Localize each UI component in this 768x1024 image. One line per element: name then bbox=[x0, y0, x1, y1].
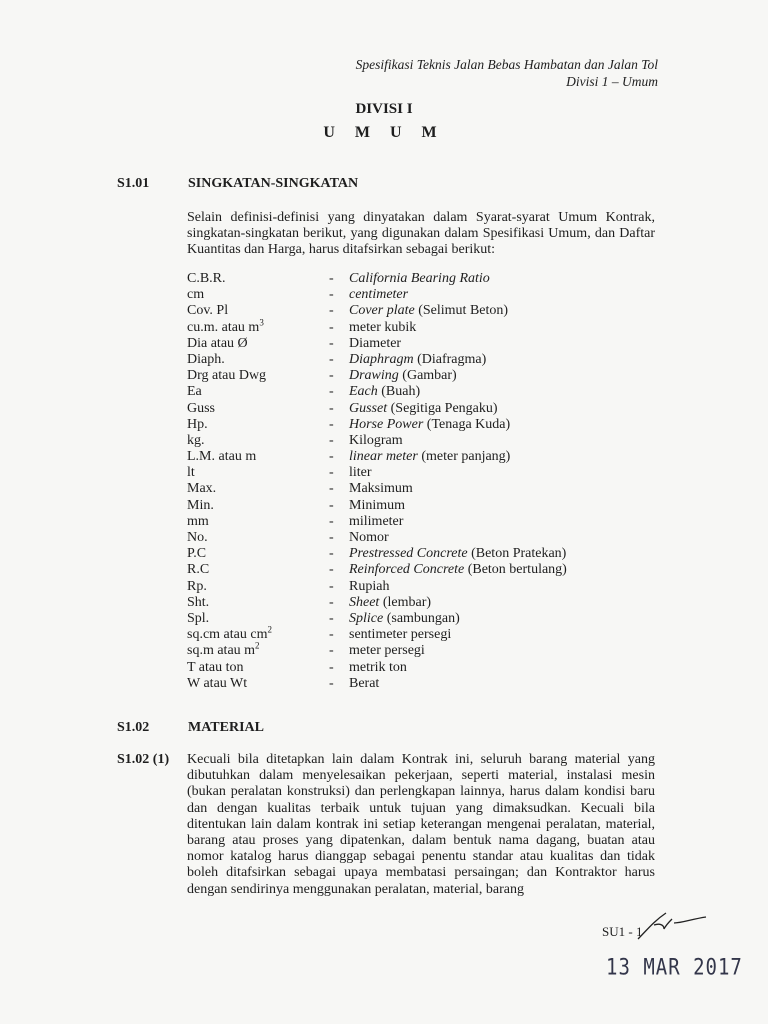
abbreviation-term: mm bbox=[187, 513, 209, 529]
meaning-term-normal: Kilogram bbox=[349, 432, 403, 448]
unit-superscript: 2 bbox=[255, 640, 260, 651]
abbreviation-row bbox=[187, 401, 607, 417]
abbreviation-meaning bbox=[349, 660, 407, 676]
abbreviation-dash: - bbox=[329, 675, 334, 691]
meaning-term-normal: (Beton bertulang) bbox=[464, 562, 567, 578]
section-title-s101: SINGKATAN-SINGKATAN bbox=[188, 176, 359, 191]
meaning-term-normal: Maksimum bbox=[349, 481, 413, 497]
abbreviation-dash: - bbox=[329, 384, 334, 400]
meaning-term-italic: Diaphragm bbox=[349, 351, 414, 367]
abbreviation-term: Min. bbox=[187, 497, 214, 513]
unit-superscript: 3 bbox=[259, 316, 264, 327]
meaning-term-normal: (Selimut Beton) bbox=[414, 303, 509, 319]
abbreviation-term: lt bbox=[187, 465, 195, 481]
abbreviation-dash: - bbox=[329, 335, 334, 351]
abbreviation-term: W atau Wt bbox=[187, 675, 248, 691]
abbreviation-row bbox=[187, 417, 607, 433]
abbreviation-dash: - bbox=[329, 562, 334, 578]
meaning-term-italic: Drawing bbox=[349, 368, 399, 384]
abbreviation-meaning bbox=[349, 465, 372, 481]
meaning-term-normal: (Buah) bbox=[377, 384, 421, 400]
abbreviation-meaning bbox=[349, 303, 508, 319]
abbreviation-meaning bbox=[349, 676, 379, 692]
meaning-term-italic: Gusset bbox=[349, 400, 388, 416]
meaning-term-italic: linear meter bbox=[349, 449, 418, 465]
abbreviation-term: kg. bbox=[187, 432, 205, 448]
abbreviation-meaning bbox=[349, 514, 403, 530]
meaning-term-normal: (meter panjang) bbox=[417, 449, 511, 465]
abbreviation-term: T atau ton bbox=[187, 659, 244, 675]
meaning-term-normal: Diameter bbox=[349, 335, 402, 351]
meaning-term-italic: Horse Power bbox=[349, 416, 424, 432]
abbreviation-row bbox=[187, 546, 607, 562]
section-title-s102: MATERIAL bbox=[188, 720, 264, 735]
abbreviation-meaning bbox=[349, 271, 490, 287]
abbreviation-dash: - bbox=[329, 368, 334, 384]
material-paragraph: Kecuali bila ditetapkan lain dalam Kontrak ini, seluruh barang material yang dibutuhkan dalam menyelesaikan pekerjaan, seperti material, instalasi mesin (bukan peralatan konstruksi) dan perlengkapan lainnya, harus dalam kondisi baru dan dengan kualitas terbaik untuk tujuan yang dimaksudkan. Kecuali bila ditentukan lain dalam kontrak ini setiap keterangan mengenai peralatan, material, barang atau proses yang dipatenkan, dalam bentuk nama dagang, buatan atau nomor katalog harus dianggap sebagai penentu standar atau kualitas dan tidak boleh ditafsirkan sebagai upaya membatasi persaingan; dan Kontraktor harus dengan sendirinya menggunakan peralatan, material, barang bbox=[187, 752, 655, 897]
abbreviation-meaning bbox=[349, 287, 408, 303]
division-subtitle: U M U M bbox=[323, 124, 445, 141]
header-title: Spesifikasi Teknis Jalan Bebas Hambatan dan Jalan Tol bbox=[355, 57, 658, 72]
abbreviation-dash: - bbox=[329, 465, 334, 481]
abbreviation-term: Diaph. bbox=[187, 351, 225, 367]
abbreviation-meaning bbox=[349, 433, 403, 449]
abbreviation-meaning bbox=[349, 320, 416, 336]
abbreviation-meaning bbox=[349, 336, 401, 352]
meaning-term-normal: (Gambar) bbox=[398, 368, 457, 384]
abbreviation-row bbox=[187, 640, 607, 659]
abbreviation-meaning bbox=[349, 643, 425, 659]
abbreviation-meaning bbox=[349, 449, 510, 465]
unit-superscript: 2 bbox=[267, 624, 272, 635]
abbreviation-row bbox=[187, 676, 607, 692]
abbreviation-term: Hp. bbox=[187, 416, 208, 432]
abbreviation-row bbox=[187, 660, 607, 676]
abbreviation-row bbox=[187, 287, 607, 303]
meaning-term-normal: sentimeter persegi bbox=[349, 627, 452, 643]
meaning-term-italic: Reinforced Concrete bbox=[349, 562, 465, 578]
abbreviation-term: Max. bbox=[187, 481, 217, 497]
abbreviation-term: Sht. bbox=[187, 594, 210, 610]
header-division: Divisi 1 – Umum bbox=[566, 74, 658, 89]
meaning-term-normal: (Diafragma) bbox=[413, 351, 487, 367]
abbreviation-row bbox=[187, 336, 607, 352]
abbreviation-term: Rp. bbox=[187, 578, 207, 594]
meaning-term-italic: Each bbox=[349, 384, 378, 400]
abbreviation-term: No. bbox=[187, 530, 208, 545]
abbreviation-term: sq.cm atau $cm^2$ bbox=[187, 624, 272, 643]
abbreviation-meaning bbox=[349, 498, 405, 514]
abbreviation-term: C.B.R. bbox=[187, 271, 226, 286]
meaning-term-italic: Sheet bbox=[349, 594, 380, 610]
meaning-term-normal: (Tenaga Kuda) bbox=[423, 416, 511, 432]
abbreviation-meaning bbox=[349, 384, 420, 400]
abbreviation-row bbox=[187, 433, 607, 449]
abbreviation-meaning bbox=[349, 546, 566, 562]
division-title: DIVISI I bbox=[355, 101, 413, 117]
meaning-term-italic: Splice bbox=[349, 610, 384, 626]
abbreviation-term: Guss bbox=[187, 400, 216, 416]
abbreviation-term: P.C bbox=[187, 546, 207, 562]
abbreviation-meaning bbox=[349, 368, 457, 384]
meaning-term-normal: Minimum bbox=[349, 497, 406, 513]
abbreviation-dash: - bbox=[329, 400, 334, 416]
abbreviation-dash: - bbox=[329, 416, 334, 432]
abbreviation-row bbox=[187, 595, 607, 611]
abbreviation-dash: - bbox=[329, 271, 334, 286]
abbreviation-dash: - bbox=[329, 627, 334, 643]
abbreviation-row bbox=[187, 611, 607, 627]
abbreviation-dash: - bbox=[329, 432, 334, 448]
meaning-term-italic: Prestressed Concrete bbox=[349, 546, 468, 562]
running-header bbox=[356, 56, 658, 90]
meaning-term-normal: (Beton Pratekan) bbox=[467, 546, 567, 562]
abbreviation-meaning bbox=[349, 579, 389, 595]
meaning-term-italic: California Bearing Ratio bbox=[349, 271, 490, 286]
abbreviation-meaning bbox=[349, 352, 486, 368]
section-intro-paragraph: Selain definisi-definisi yang dinyatakan dalam Syarat-syarat Umum Kontrak, singkatan-singkatan berikut, yang digunakan dalam Spesifikasi Umum, dan Daftar Kuantitas dan Harga, harus ditafsirkan sebagai berikut: bbox=[187, 210, 655, 258]
abbreviation-meaning bbox=[349, 481, 413, 497]
abbreviation-dash: - bbox=[329, 497, 334, 513]
abbreviation-dash: - bbox=[329, 546, 334, 562]
abbreviation-dash: - bbox=[329, 643, 334, 659]
abbreviation-row bbox=[187, 530, 607, 546]
section-number-s102: S1.02 bbox=[117, 720, 150, 735]
abbreviation-dash: - bbox=[329, 481, 334, 497]
meaning-term-normal: Rupiah bbox=[349, 578, 390, 594]
abbreviation-term: Cov. Pl bbox=[187, 303, 229, 319]
meaning-term-normal: Berat bbox=[349, 675, 380, 691]
abbreviation-row bbox=[187, 303, 607, 319]
abbreviation-term: sq.m atau $m^2$ bbox=[187, 640, 260, 659]
abbreviation-term: R.C bbox=[187, 562, 210, 578]
abbreviation-row bbox=[187, 465, 607, 481]
abbreviation-meaning bbox=[349, 401, 498, 417]
abbreviation-dash: - bbox=[329, 513, 334, 529]
abbreviation-row bbox=[187, 579, 607, 595]
meaning-term-normal: (lembar) bbox=[379, 594, 432, 610]
abbreviation-row bbox=[187, 481, 607, 497]
abbreviation-term: Spl. bbox=[187, 610, 210, 626]
abbreviation-row bbox=[187, 562, 607, 578]
abbreviation-dash: - bbox=[329, 287, 334, 303]
abbreviation-list bbox=[187, 271, 607, 692]
abbreviation-row bbox=[187, 514, 607, 530]
abbreviation-dash: - bbox=[329, 578, 334, 594]
abbreviation-term: L.M. atau m bbox=[187, 449, 257, 465]
signature-mark bbox=[620, 905, 710, 945]
meaning-term-normal: liter bbox=[349, 465, 372, 481]
meaning-term-normal: (Segitiga Pengaku) bbox=[387, 400, 498, 416]
meaning-term-normal: milimeter bbox=[349, 513, 404, 529]
abbreviation-dash: - bbox=[329, 659, 334, 675]
abbreviation-row bbox=[187, 498, 607, 514]
abbreviation-dash: - bbox=[329, 594, 334, 610]
abbreviation-dash: - bbox=[329, 610, 334, 626]
abbreviation-row bbox=[187, 316, 607, 336]
abbreviation-meaning bbox=[349, 611, 460, 627]
subsection-number-s102-1: S1.02 (1) bbox=[117, 752, 170, 767]
abbreviation-row bbox=[187, 449, 607, 465]
abbreviation-row bbox=[187, 624, 607, 643]
abbreviation-meaning bbox=[349, 627, 451, 643]
abbreviation-row bbox=[187, 368, 607, 384]
abbreviation-meaning bbox=[349, 417, 510, 433]
date-stamp: 13 MAR 2017 bbox=[606, 955, 743, 981]
meaning-term-italic: Cover plate bbox=[349, 303, 415, 319]
abbreviation-term: cu.m. atau $m^3$ bbox=[187, 316, 264, 335]
abbreviation-row bbox=[187, 271, 607, 287]
meaning-term-normal: (sambungan) bbox=[383, 610, 460, 626]
abbreviation-row bbox=[187, 352, 607, 368]
abbreviation-dash: - bbox=[329, 319, 334, 335]
abbreviation-dash: - bbox=[329, 530, 334, 545]
abbreviation-meaning bbox=[349, 562, 567, 578]
meaning-term-normal: metrik ton bbox=[349, 659, 407, 675]
abbreviation-meaning bbox=[349, 595, 431, 611]
abbreviation-term: Drg atau Dwg bbox=[187, 368, 267, 384]
page-code: SU1 - 1 bbox=[602, 924, 643, 939]
meaning-term-normal: Nomor bbox=[349, 530, 389, 545]
abbreviation-term: cm bbox=[187, 287, 205, 303]
abbreviation-dash: - bbox=[329, 303, 334, 319]
abbreviation-term: Ea bbox=[187, 384, 202, 400]
abbreviation-row bbox=[187, 384, 607, 400]
abbreviation-dash: - bbox=[329, 449, 334, 465]
abbreviation-meaning bbox=[349, 530, 389, 546]
meaning-term-normal: meter persegi bbox=[349, 643, 425, 659]
abbreviation-dash: - bbox=[329, 351, 334, 367]
abbreviation-term: Dia atau Ø bbox=[187, 335, 248, 351]
meaning-term-italic: centimeter bbox=[349, 287, 409, 303]
meaning-term-normal: meter kubik bbox=[349, 319, 417, 335]
section-number-s101: S1.01 bbox=[117, 176, 150, 191]
